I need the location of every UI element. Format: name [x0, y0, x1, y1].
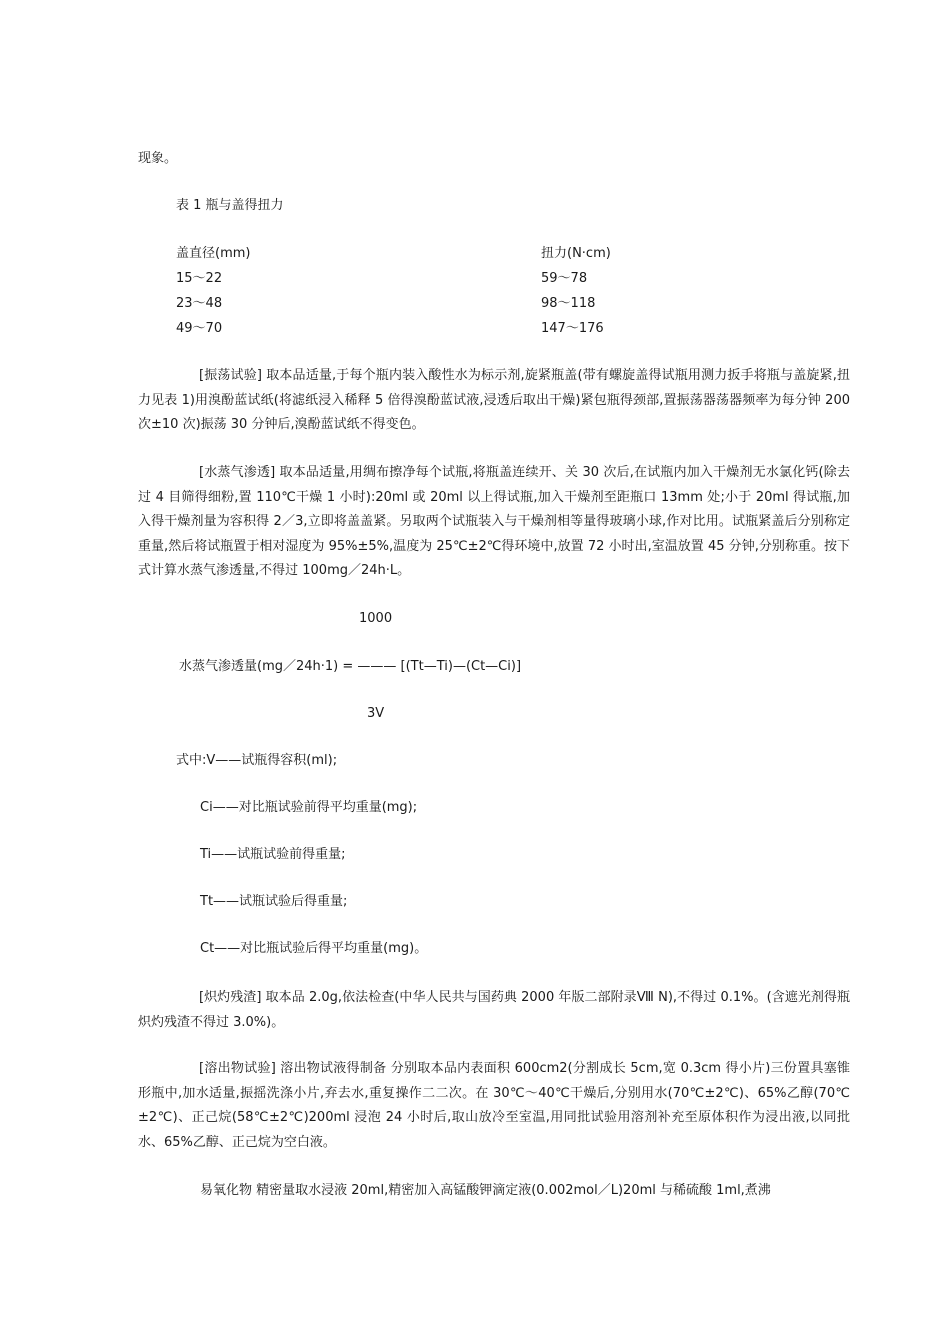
- definition-item: Ci——对比瓶试验前得平均重量(mg);: [200, 800, 418, 815]
- table-header-diameter: 盖直径(mm): [176, 246, 251, 261]
- dissolution-text: [溶出物试验] 溶出物试液得制备 分别取本品内表面积 600cm2(分割成长 5cm,宽 0.3cm 得小片)三份置具塞锥形瓶中,加水适量,振摇洗涤小片,弃去水,重复操作二二次。在 30℃～40℃干燥后,分别用水(70℃±2℃)、65%乙醇(70℃±2℃)、正己烷(58℃±2℃)200ml 浸泡 24 小时后,取山放冷至室温,用同批试验用溶剂补充至原体积作为浸出液,以同批水、65%乙醇、正己烷为空白液。: [138, 1061, 850, 1150]
- table-cell: 98～118: [541, 296, 596, 311]
- table-cell: 59～78: [541, 271, 588, 286]
- table-caption: 表 1 瓶与盖得扭力: [176, 198, 284, 213]
- vapor-permeation-paragraph: [138, 461, 850, 584]
- table-cell: 23～48: [176, 296, 223, 311]
- formula-denominator: 3V: [367, 706, 385, 721]
- definition-item: Tt——试瓶试验后得重量;: [200, 894, 348, 909]
- shake-test-paragraph: [138, 364, 850, 438]
- vapor-permeation-text: [水蒸气渗透] 取本品适量,用绸布擦净每个试瓶,将瓶盖连续开、关 30 次后,在试瓶内加入干燥剂无水氯化钙(除去过 4 目筛得细粉,置 110℃干燥 1 小时):20ml 或 20ml 以上得试瓶,加入干燥剂至距瓶口 13mm 处;小于 20ml 得试瓶,加入得干燥剂量为容积得 2／3,立即将盖盖紧。另取两个试瓶装入与干燥剂相等量得玻璃小球,作对比用。试瓶紧盖后分别称定重量,然后将试瓶置于相对湿度为 95%±5%,温度为 25℃±2℃得环境中,放置 72 小时出,室温放置 45 分钟,分别称重。按下式计算水蒸气渗透量,不得过 100mg／24h·L。: [138, 465, 850, 578]
- oxidizable-text: 易氧化物 精密量取水浸液 20ml,精密加入高锰酸钾滴定液(0.002mol／L)20ml 与稀硫酸 1ml,煮沸: [200, 1183, 771, 1198]
- formula-numerator: 1000: [359, 611, 393, 626]
- where-label: 式中:V——试瓶得容积(ml);: [176, 753, 338, 768]
- ignition-residue-paragraph: [138, 986, 850, 1035]
- table-cell: 147～176: [541, 321, 604, 336]
- intro-tail-text: 现象。: [138, 151, 178, 166]
- formula-main: 水蒸气渗透量(mg／24h·1) = ——— [(Tt—Ti)—(Ct—Ci)]: [179, 659, 522, 674]
- shake-test-text: [振荡试验] 取本品适量,于每个瓶内装入酸性水为标示剂,旋紧瓶盖(带有螺旋盖得试瓶用测力扳手将瓶与盖旋紧,扭力见表 1)用溴酚蓝试纸(将滤纸浸入稀释 5 倍得溴酚蓝试液,浸透后取出干燥)紧包瓶得颈部,置振荡器荡器频率为每分钟 200 次±10 次)振荡 30 分钟后,溴酚蓝试纸不得变色。: [138, 368, 850, 432]
- table-cell: 49～70: [176, 321, 223, 336]
- definition-item: Ct——对比瓶试验后得平均重量(mg)。: [200, 941, 428, 956]
- ignition-residue-text: [炽灼残渣] 取本品 2.0g,依法检查(中华人民共与国药典 2000 年版二部附录Ⅷ N),不得过 0.1%。(含遮光剂得瓶炽灼残渣不得过 3.0%)。: [138, 990, 850, 1030]
- dissolution-paragraph: [138, 1057, 850, 1155]
- table-cell: 15～22: [176, 271, 223, 286]
- definition-item: Ti——试瓶试验前得重量;: [200, 847, 346, 862]
- table-header-torque: 扭力(N·cm): [541, 246, 611, 261]
